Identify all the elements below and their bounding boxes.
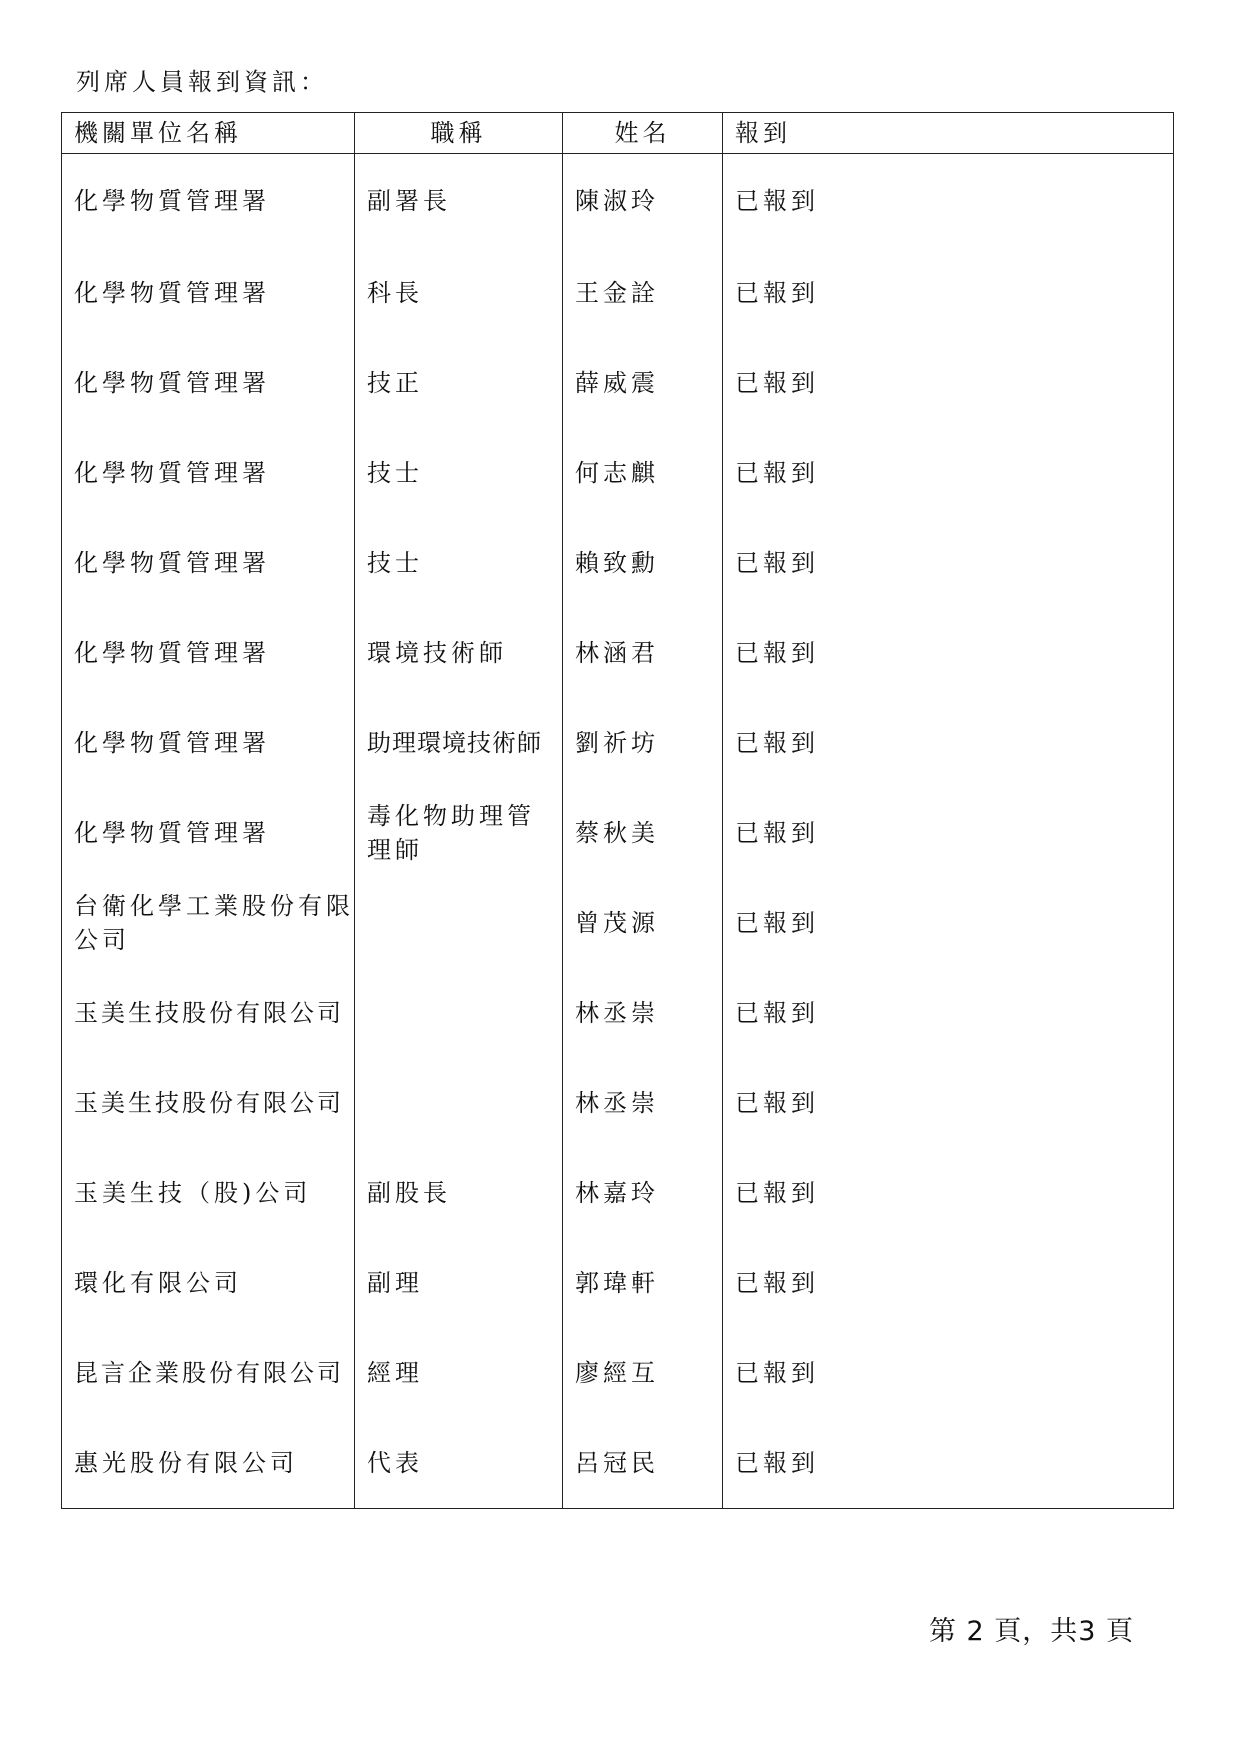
cell-name: 林涵君: [563, 608, 723, 698]
cell-name: 蔡秋美: [563, 788, 723, 878]
table-row: [62, 1148, 1174, 1238]
cell-title: 代表: [355, 1418, 563, 1509]
cell-title: 科長: [355, 248, 563, 338]
table-row: [62, 1418, 1174, 1509]
cell-name: 林丞崇: [563, 1058, 723, 1148]
table-row: [62, 608, 1174, 698]
cell-status: 已報到: [723, 968, 1174, 1058]
cell-name: 陳淑玲: [563, 154, 723, 249]
cell-org: 化學物質管理署: [62, 698, 355, 788]
table-row: [62, 1058, 1174, 1148]
table-row: [62, 428, 1174, 518]
cell-org: 玉美生技股份有限公司: [62, 1058, 355, 1148]
cell-title: 技士: [355, 518, 563, 608]
header-name: 姓名: [563, 113, 723, 154]
cell-title: [355, 878, 563, 968]
cell-name: 廖經互: [563, 1328, 723, 1418]
cell-org: 化學物質管理署: [62, 248, 355, 338]
page-number: 第 2 頁，共3 頁: [928, 1616, 1134, 1647]
cell-status: 已報到: [723, 1148, 1174, 1238]
table-row: [62, 878, 1174, 968]
cell-title: 助理環境技術師: [355, 698, 563, 788]
cell-org: 化學物質管理署: [62, 608, 355, 698]
header-title: 職稱: [355, 113, 563, 154]
table-row: [62, 154, 1174, 249]
cell-status: 已報到: [723, 788, 1174, 878]
cell-status: 已報到: [723, 1058, 1174, 1148]
cell-status: 已報到: [723, 698, 1174, 788]
cell-org: 玉美生技（股)公司: [62, 1148, 355, 1238]
cell-org: 化學物質管理署: [62, 518, 355, 608]
table-row: [62, 338, 1174, 428]
cell-name: 林嘉玲: [563, 1148, 723, 1238]
cell-name: 何志麒: [563, 428, 723, 518]
cell-status: 已報到: [723, 1418, 1174, 1509]
cell-org: 環化有限公司: [62, 1238, 355, 1328]
cell-name: 林丞崇: [563, 968, 723, 1058]
table-row: [62, 1238, 1174, 1328]
cell-status: 已報到: [723, 518, 1174, 608]
cell-status: 已報到: [723, 1238, 1174, 1328]
cell-org: 化學物質管理署: [62, 338, 355, 428]
cell-name: 劉祈坊: [563, 698, 723, 788]
cell-status: 已報到: [723, 428, 1174, 518]
cell-status: 已報到: [723, 878, 1174, 968]
cell-title: 副署長: [355, 154, 563, 249]
header-org: 機關單位名稱: [62, 113, 355, 154]
header-status: 報到: [723, 113, 1174, 154]
cell-name: 賴致勳: [563, 518, 723, 608]
table-row: [62, 968, 1174, 1058]
table-row: [62, 1328, 1174, 1418]
cell-org: 台衛化學工業股份有限公司: [62, 878, 355, 968]
table-header-row: [62, 113, 1174, 154]
cell-status: 已報到: [723, 338, 1174, 428]
cell-title: 副股長: [355, 1148, 563, 1238]
cell-title: 技士: [355, 428, 563, 518]
cell-org: 玉美生技股份有限公司: [62, 968, 355, 1058]
table-row: [62, 788, 1174, 878]
table-row: [62, 698, 1174, 788]
cell-title: 副理: [355, 1238, 563, 1328]
cell-org: 惠光股份有限公司: [62, 1418, 355, 1509]
cell-title: 經理: [355, 1328, 563, 1418]
page-heading: 列席人員報到資訊：: [76, 68, 328, 96]
cell-status: 已報到: [723, 248, 1174, 338]
cell-org: 化學物質管理署: [62, 788, 355, 878]
cell-status: 已報到: [723, 154, 1174, 249]
cell-status: 已報到: [723, 1328, 1174, 1418]
cell-title: 毒化物助理管理師: [355, 788, 563, 878]
table-row: [62, 248, 1174, 338]
cell-name: 曾茂源: [563, 878, 723, 968]
attendance-table: [61, 112, 1174, 1509]
cell-name: 薛威震: [563, 338, 723, 428]
cell-title: 環境技術師: [355, 608, 563, 698]
table-row: [62, 518, 1174, 608]
cell-org: 昆言企業股份有限公司: [62, 1328, 355, 1418]
cell-org: 化學物質管理署: [62, 154, 355, 249]
cell-status: 已報到: [723, 608, 1174, 698]
cell-title: [355, 968, 563, 1058]
cell-title: 技正: [355, 338, 563, 428]
cell-name: 郭瑋軒: [563, 1238, 723, 1328]
cell-name: 王金詮: [563, 248, 723, 338]
cell-name: 呂冠民: [563, 1418, 723, 1509]
cell-title: [355, 1058, 563, 1148]
cell-org: 化學物質管理署: [62, 428, 355, 518]
